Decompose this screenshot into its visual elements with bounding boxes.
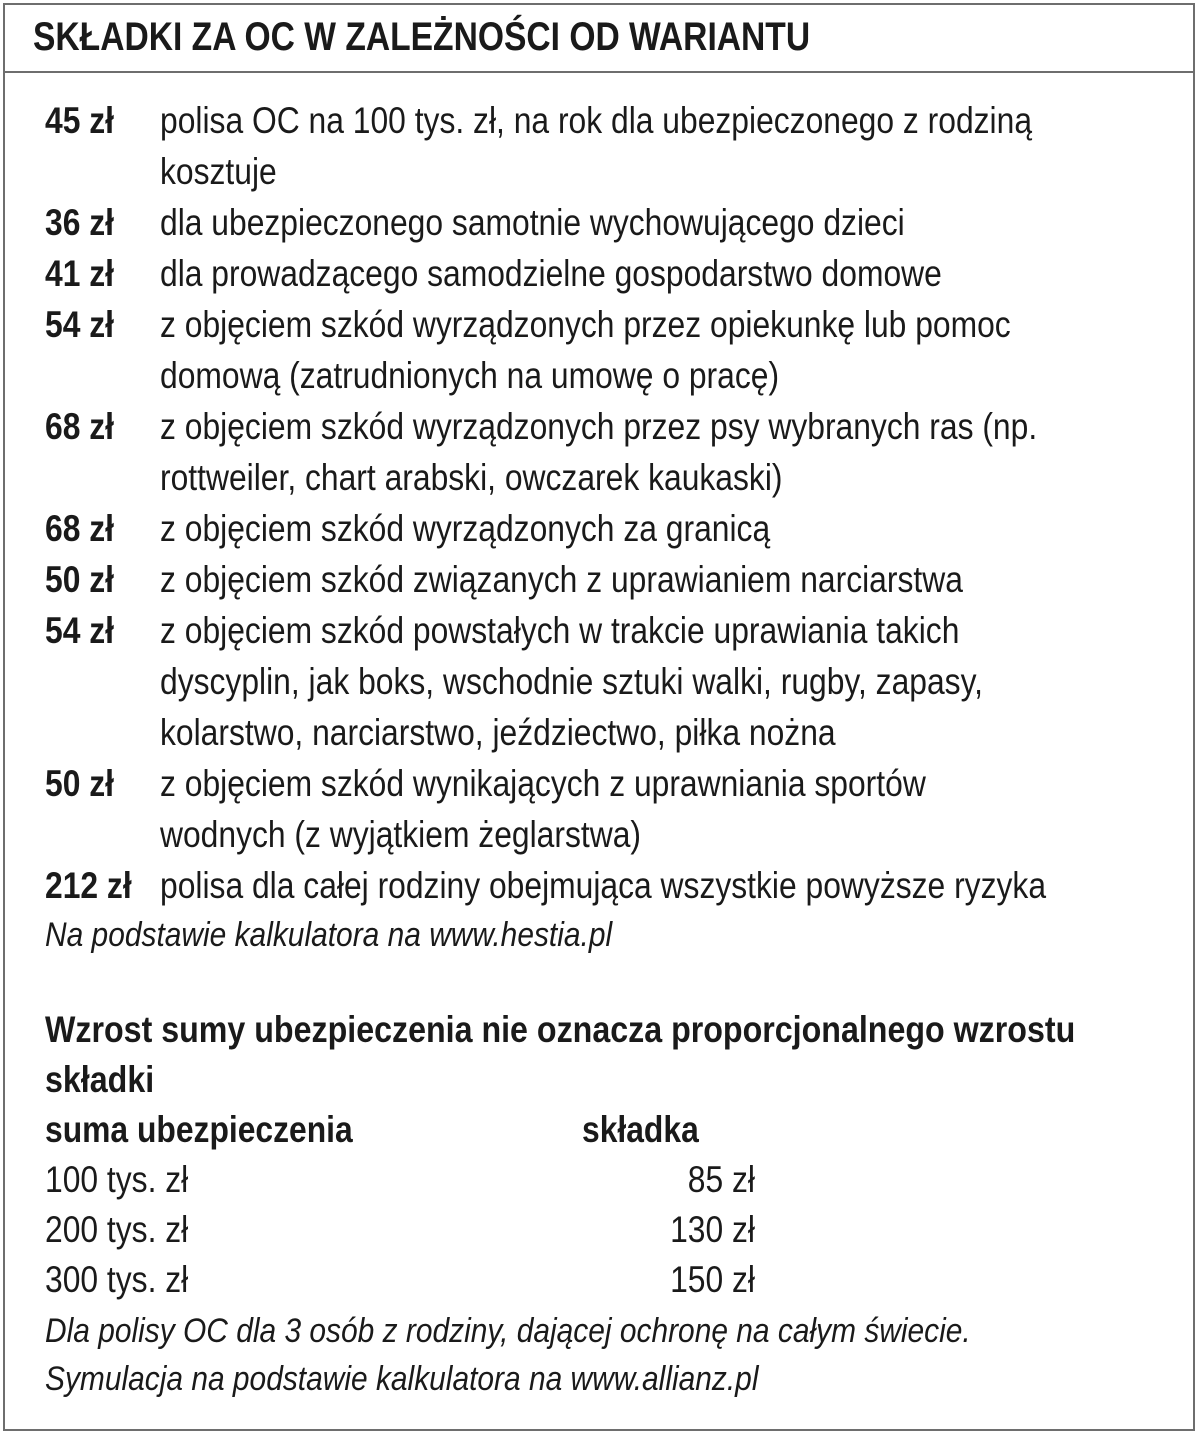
list-item [45,503,1185,554]
variant-description: polisa OC na 100 tys. zł, na rok dla ubezpieczonego z rodziną kosztuje [160,100,1033,192]
premium-amount: 54 zł [45,610,114,651]
sum-insured-section [45,1005,1195,1403]
table-row [45,1255,1195,1305]
variant-description: z objęciem szkód wynikających z uprawniania sportów wodnych (z wyjątkiem żeglarstwa) [160,763,926,855]
premium-cell: 150 zł [670,1259,755,1300]
list-item [45,197,1185,248]
table-row [45,1155,1195,1205]
premium-amount: 212 zł [45,865,132,906]
column-header-sum: suma ubezpieczenia [45,1109,353,1150]
table-header [45,1105,1195,1155]
variant-description: z objęciem szkód wyrządzonych przez opiekunkę lub pomoc domową (zatrudnionych na umowę o pracę) [160,304,1011,396]
source-note: Na podstawie kalkulatora na www.hestia.pl [45,916,613,954]
premium-amount: 50 zł [45,763,114,804]
premium-amount: 45 zł [45,100,114,141]
box-title: SKŁADKI ZA OC W ZALEŻNOŚCI OD WARIANTU [33,15,811,59]
variant-description: dla prowadzącego samodzielne gospodarstwo domowe [160,253,942,294]
variant-description: polisa dla całej rodziny obejmująca wszystkie powyższe ryzyka [160,865,1047,906]
premium-amount: 68 zł [45,508,114,549]
sum-cell: 200 tys. zł [45,1209,189,1250]
list-item [45,248,1185,299]
variant-description: z objęciem szkód wyrządzonych przez psy wybranych ras (np. rottweiler, chart arabski, owczarek kaukaski) [160,406,1038,498]
premium-amount: 36 zł [45,202,114,243]
premium-amount: 68 zł [45,406,114,447]
premium-cell: 130 zł [670,1209,755,1250]
table-footnote: Dla polisy OC dla 3 osób z rodziny, dającej ochronę na całym świecie. [45,1312,971,1350]
sum-cell: 300 tys. zł [45,1259,189,1300]
variant-description: z objęciem szkód wyrządzonych za granicą [160,508,771,549]
list-item [45,95,1185,197]
list-item [45,554,1185,605]
section-title: Wzrost sumy ubezpieczenia nie oznacza proporcjonalnego wzrostu składki [45,1009,1076,1100]
premium-amount: 41 zł [45,253,114,294]
list-item [45,401,1185,503]
sum-cell: 100 tys. zł [45,1159,189,1200]
list-item [45,758,1185,860]
premium-amount: 50 zł [45,559,114,600]
column-header-premium: składka [582,1109,699,1150]
premium-cell: 85 zł [687,1159,755,1200]
premium-amount: 54 zł [45,304,114,345]
variant-description: dla ubezpieczonego samotnie wychowującego dzieci [160,202,905,243]
table-row [45,1205,1195,1255]
header-bar [3,3,1195,73]
list-item [45,860,1185,911]
variant-description: z objęciem szkód powstałych w trakcie uprawiania takich dyscyplin, jak boks, wschodnie sztuki walki, rugby, zapasy, kolarstwo, narciarstwo, jeździectwo, piłka nożna [160,610,983,753]
list-item [45,605,1185,758]
variant-description: z objęciem szkód związanych z uprawianiem narciarstwa [160,559,963,600]
source-note: Symulacja na podstawie kalkulatora na www.allianz.pl [45,1360,759,1398]
premium-variants-list [45,95,1185,959]
list-item [45,299,1185,401]
